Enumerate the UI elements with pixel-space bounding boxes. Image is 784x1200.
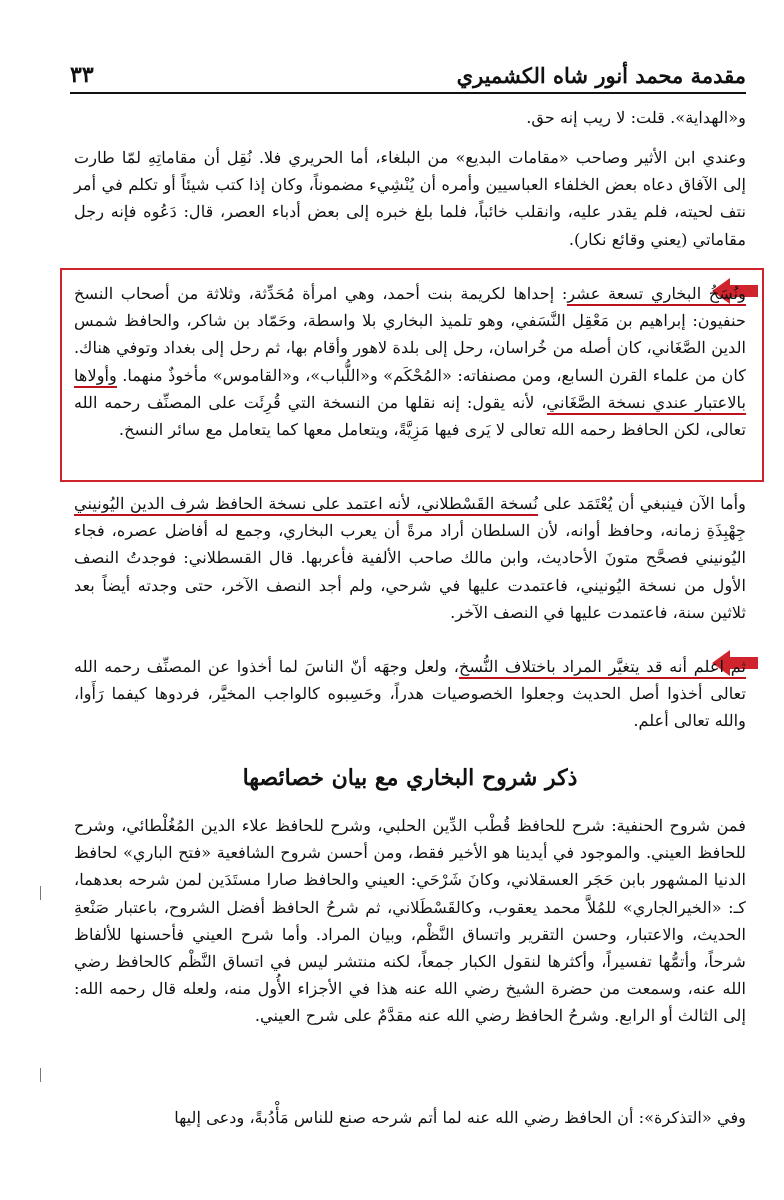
paragraph-3-text-end: ، لأنه يقول: إنه نقلها من النسخة التي قُرِئَت على المصنِّف رحمه الله تعالى، لكن الحافظ رحمه الله تعالى لا يَرى فيها مَزِيَّةً، ويتعامل معها كما يتعامل مع سائر النسخ. [74, 392, 746, 440]
underlined-phrase: ثم اعلم أنه قد يتغيَّر المراد باختلاف النُّسخ [459, 657, 746, 679]
page-header [70, 48, 746, 88]
paragraph-2: وعندي ابن الأثير وصاحب «مقامات البديع» من البلغاء، أما الحريري فلا. نُقِل أن مقاماتِهِ لمّا طارت إلى الآفاق دعاه بعض الخلفاء العباسيين وأمره أن يُنْشِيء مضموناً، وكان إذا كتب شيئاً أو تكلم في أمر نتف لحيته، فلم يقدر عليه، وانقلب خائباً، فلما بلغ خبره إلى بعض أدباء العصر، قال: دَعُوه فإنه رجل مقاماتي (يعني وقائع نكار). [74, 148, 746, 249]
paragraph-4 [74, 490, 746, 626]
paragraph-5-text: ، ولعل وجهَه أنّ الناسَ لما أخذوا عن المصنِّف رحمه الله تعالى أخذوا أصل الحديث وجعلوا الخصوصيات هدراً، وحَسِبوه كالواجب المخيَّر، فردوها كيفما رَأَوا، والله تعالى أعلم. [74, 657, 746, 731]
margin-mark [40, 886, 45, 900]
paragraph-3 [74, 280, 746, 443]
header-title: مقدمة محمد أنور شاه الكشميري [456, 63, 746, 88]
paragraph-5 [74, 653, 746, 735]
paragraph-7: وفي «التذكرة»: أن الحافظ رضي الله عنه لما أتم شرحه صنع للناس مَأْدُبةً، ودعى إليها [174, 1108, 746, 1127]
paragraph-4-text-end: جِهْبِذَةِ زمانه، وحافظ أوانه، لأن السلطان أراد مرةً أن يعرب البخاري، وجمع له أفاضل عصره، فجاء اليُونيني فصحَّح متونَ الأحاديث، وابن مالك صاحب الألفية فأعربها. قال القسطلاني: فوجدتُ النصف الأول من نسخة اليُونيني، فاعتمدت عليها في شرحي، ولم أجد النصف الآخر، حتى وجدته أيضاً بعد ثلاثين سنة، فاعتمدت عليها في النصف الآخر. [74, 521, 746, 622]
paragraph-1: و«الهداية». قلت: لا ريب إنه حق. [526, 108, 746, 127]
underlined-phrase: ونُسَخُ البخاري تسعة عشر [567, 284, 746, 306]
paragraph-6: فمن شروح الحنفية: شرح للحافظ قُطْب الدِّين الحلبي، وشرح للحافظ علاء الدين المُغُلْطائي، وشرح للحافظ العيني. والموجود في أيدينا هو الأخير فقط، ومن أحسن شروح الشافعية «فتح الباري» لحافظ الدنيا المشهور بابن حَجَر العسقلاني، وكانَ شَرْحَي: العيني والحافظ صارا مستَدَين لمن شرحه بعدهما، كـ: «الخيرالجاري» للمُلاَّ محمد يعقوب، وكالقَسْطَلاني، ثم شرحُ الحافظ أفضل الشروح، باعتبار صَنْعةِ الحديث، والاعتبار، وحسن التقرير واتساق النَّظْم، وبيان المراد. وأما شرح العيني فأحسنها للألفاظ شرحاً، وأتمُّها تفسيراً، وأكثرها لنقول الكبار جمعاً، لكنه منتشر ليس في اتساق النَّظْم كالحافظ رضي الله عنه، وسمعت من حضرة الشيخ رضي الله عنه هذا في الأجزاء الأُول منه، ولعله قال رحمه الله: إلى الثالث أو الرابع. وشرحُ الحافظ رضي الله عنه مقدَّمٌ على شرح العيني. [74, 816, 746, 1026]
underlined-phrase: وأولاها بالاعتبار عندي نسخة الصَّغَاني [74, 366, 746, 415]
margin-mark [40, 1068, 45, 1082]
paragraph-4-text: وأما الآن فينبغي أن يُعْتَمَد على [537, 494, 746, 513]
underlined-phrase: نُسخة القَسْطلاني، لأنه اعتمد على نسخة الحافظ شرف الدين اليُونيني [74, 494, 538, 516]
page-number: ٣٣ [70, 62, 94, 88]
section-heading: ذكر شروح البخاري مع بيان خصائصها [242, 765, 578, 791]
header-rule [70, 92, 746, 94]
paragraph-3-text: : إحداها لكريمة بنت أحمد، وهي امرأة مُحَدِّثة، وثلاثة من أصحاب النسخ حنفيون: إبراهيم بن مَعْقِل النَّسَفي، وهو تلميذ البخاري بلا واسطة، وحَمّاد بن شاكر، والحافظ شمس الدين الصَّغَاني، كان أصله من خُراسان، رحل إلى بلدة لاهور وأقام بها، ثم رحل إلى بغداد وتوفي هناك. كان من علماء القرن السابع، ومن مصنفاته: «المُحْكَم» و«اللُّباب»، و«القاموس» مأخوذٌ منهما. [74, 284, 746, 385]
